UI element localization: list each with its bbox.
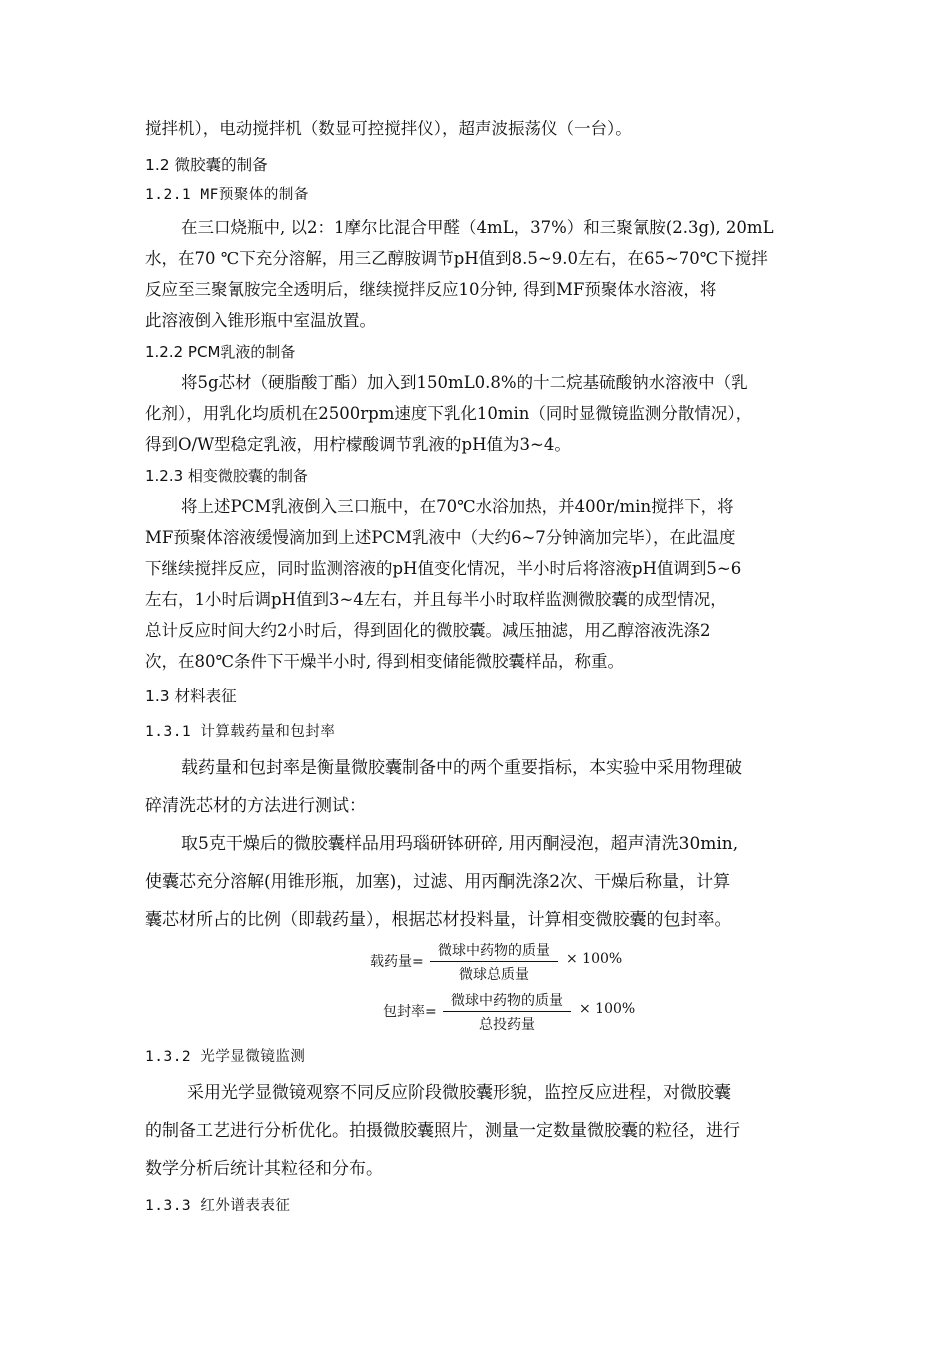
paragraph-line: 反应至三聚氰胺完全透明后，继续搅拌反应10分钟, 得到MF预聚体水溶液，将: [145, 280, 717, 299]
formula-lhs: 包封率=: [383, 1004, 437, 1020]
paragraph-line: MF预聚体溶液缓慢滴加到上述PCM乳液中（大约6~7分钟滴加完毕），在此温度: [145, 528, 736, 547]
subsection-heading: 1.3.1 计算载药量和包封率: [145, 724, 336, 740]
formula-rhs: × 100%: [579, 1001, 636, 1017]
section-heading: 1.2 微胶囊的制备: [145, 156, 268, 174]
paragraph-line: 搅拌机），电动搅拌机（数显可控搅拌仪），超声波振荡仪（一台）。: [145, 119, 632, 138]
loading-capacity-formula: [370, 940, 630, 984]
paragraph-line: 数学分析后统计其粒径和分布。: [145, 1159, 383, 1179]
paragraph-line: 总计反应时间大约2小时后，得到固化的微胶囊。减压抽滤，用乙醇溶液洗涤2: [145, 621, 711, 640]
paragraph-line: 碎清洗芯材的方法进行测试：: [145, 796, 366, 816]
paragraph-line: 得到O/W型稳定乳液，用柠檬酸调节乳液的pH值为3~4。: [145, 435, 571, 454]
paragraph-line: 的制备工艺进行分析优化。拍摄微胶囊照片，测量一定数量微胶囊的粒径，进行: [145, 1121, 740, 1141]
paragraph-line: 将上述PCM乳液倒入三口瓶中，在70℃水浴加热，并400r/min搅拌下，将: [181, 497, 734, 516]
section-heading: 1.3 材料表征: [145, 687, 237, 705]
paragraph-line: 次，在80℃条件下干燥半小时, 得到相变储能微胶囊样品，称重。: [145, 652, 624, 671]
paragraph-line: 采用光学显微镜观察不同反应阶段微胶囊形貌，监控反应进程，对微胶囊: [187, 1083, 731, 1103]
paragraph-line: 下继续搅拌反应，同时监测溶液的pH值变化情况，半小时后将溶液pH值调到5~6: [145, 559, 742, 578]
paragraph-line: 使囊芯充分溶解(用锥形瓶，加塞)，过滤、用丙酮洗涤2次、干燥后称量，计算: [145, 872, 731, 892]
formula-lhs: 载药量=: [370, 954, 424, 970]
subsection-heading: 1.2.3 相变微胶囊的制备: [145, 467, 308, 485]
paragraph-line: 化剂），用乳化均质机在2500rpm速度下乳化10min（同时显微镜监测分散情况），: [145, 404, 753, 423]
paragraph-line: 载药量和包封率是衡量微胶囊制备中的两个重要指标，本实验中采用物理破: [181, 758, 742, 778]
subsection-heading: 1.2.2 PCM乳液的制备: [145, 343, 296, 361]
paragraph-line: 水，在70 ℃下充分溶解，用三乙醇胺调节pH值到8.5~9.0左右，在65~70℃下搅拌: [145, 249, 768, 268]
formula-numerator: 微球中药物的质量: [451, 993, 563, 1009]
subsection-heading: 1.2.1 MF预聚体的制备: [145, 187, 309, 203]
subsection-heading: 1.3.3 红外谱表表征: [145, 1198, 291, 1214]
fraction-bar: [430, 961, 558, 962]
encapsulation-rate-formula: [383, 990, 643, 1034]
formula-denominator: 总投药量: [479, 1017, 535, 1033]
paragraph-line: 将5g芯材（硬脂酸丁酯）加入到150mL0.8%的十二烷基硫酸钠水溶液中（乳: [181, 373, 748, 392]
fraction-bar: [443, 1011, 571, 1012]
paragraph-line: 取5克干燥后的微胶囊样品用玛瑙研钵研碎, 用丙酮浸泡，超声清洗30min,: [181, 834, 739, 854]
subsection-heading: 1.3.2 光学显微镜监测: [145, 1049, 306, 1065]
formula-denominator: 微球总质量: [459, 967, 529, 983]
paragraph-line: 左右，1小时后调pH值到3~4左右，并且每半小时取样监测微胶囊的成型情况，: [145, 590, 727, 609]
formula-rhs: × 100%: [566, 951, 623, 967]
paragraph-line: 囊芯材所占的比例（即载药量），根据芯材投料量，计算相变微胶囊的包封率。: [145, 910, 732, 930]
paragraph-line: 在三口烧瓶中, 以2：1摩尔比混合甲醛（4mL，37%）和三聚氰胺(2.3g), 20mL: [181, 218, 774, 237]
paragraph-line: 此溶液倒入锥形瓶中室温放置。: [145, 311, 376, 330]
formula-numerator: 微球中药物的质量: [438, 943, 550, 959]
